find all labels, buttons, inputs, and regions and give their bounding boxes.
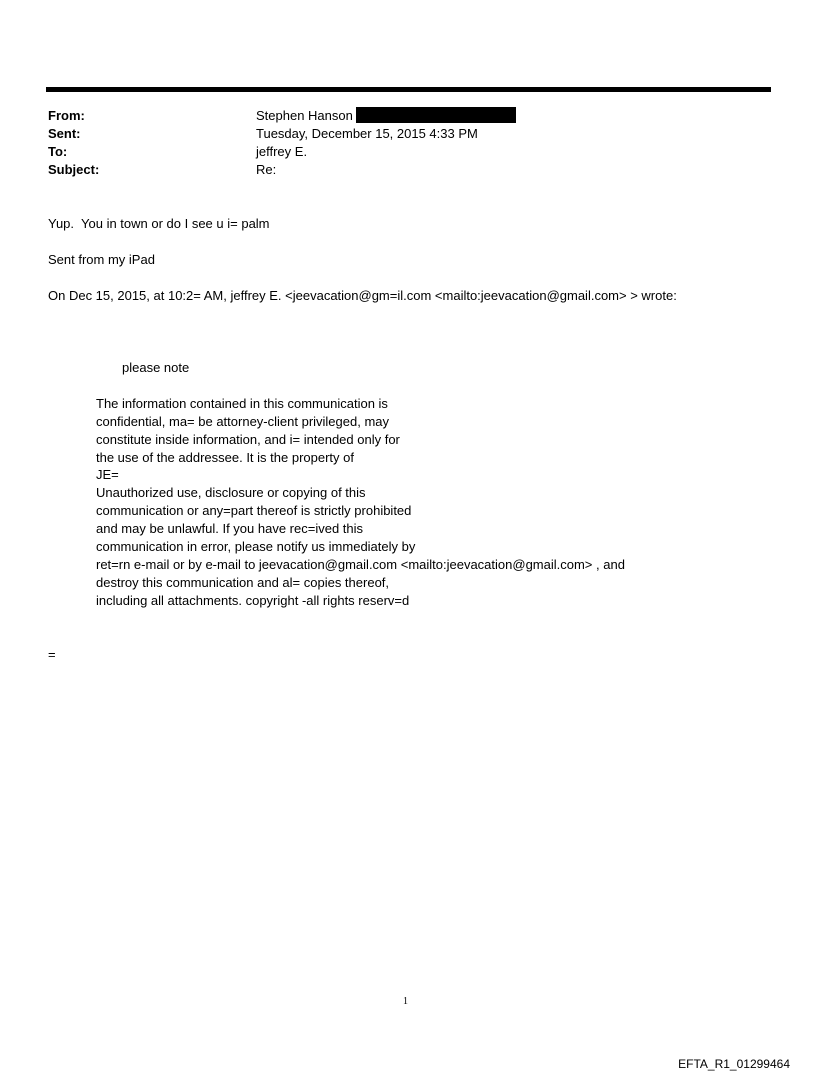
- disclaimer-line: and may be unlawful. If you have rec=ived this: [96, 521, 364, 536]
- reply-line: Yup. You in town or do I see u i= palm: [48, 216, 270, 231]
- sent-value: Tuesday, December 15, 2015 4:33 PM: [256, 126, 478, 141]
- disclaimer-line: including all attachments. copyright -all rights reserv=d: [96, 593, 410, 608]
- disclaimer-line: the use of the addressee. It is the property of: [96, 450, 354, 465]
- subject-label: Subject:: [48, 162, 100, 177]
- disclaimer-line: JE=: [96, 467, 119, 482]
- to-value: jeffrey E.: [256, 144, 308, 159]
- disclaimer-line: Unauthorized use, disclosure or copying of this: [96, 485, 366, 500]
- disclaimer-line: constitute inside information, and i= intended only for: [96, 432, 400, 447]
- from-label: From:: [48, 108, 85, 123]
- sender-name: Stephen Hanson: [256, 108, 353, 123]
- sent-label: Sent:: [48, 126, 81, 141]
- quote-intro: On Dec 15, 2015, at 10:2= AM, jeffrey E. <jeevacation@gm=il.com <mailto:jeevacation@gmail.com> > wrote:: [48, 288, 677, 303]
- from-value: [256, 107, 516, 125]
- disclaimer-line: confidential, ma= be attorney-client privileged, may: [96, 414, 390, 429]
- trailing-equals: =: [48, 647, 56, 662]
- to-label: To:: [48, 144, 68, 159]
- please-note: please note: [122, 360, 190, 375]
- disclaimer-line: ret=rn e-mail or by e-mail to jeevacation@gmail.com <mailto:jeevacation@gmail.com> , and: [96, 557, 625, 572]
- disclaimer-line: destroy this communication and al= copies thereof,: [96, 575, 390, 590]
- page-number: 1: [403, 996, 408, 1007]
- disclaimer-line: communication or any=part thereof is strictly prohibited: [96, 503, 412, 518]
- disclaimer-line: communication in error, please notify us immediately by: [96, 539, 416, 554]
- subject-value: Re:: [256, 162, 277, 177]
- header-divider: [46, 87, 771, 92]
- bates-number: EFTA_R1_01299464: [678, 1057, 790, 1071]
- redaction-block: [356, 107, 516, 123]
- signature-line: Sent from my iPad: [48, 252, 155, 267]
- disclaimer-line: The information contained in this communication is: [96, 396, 388, 411]
